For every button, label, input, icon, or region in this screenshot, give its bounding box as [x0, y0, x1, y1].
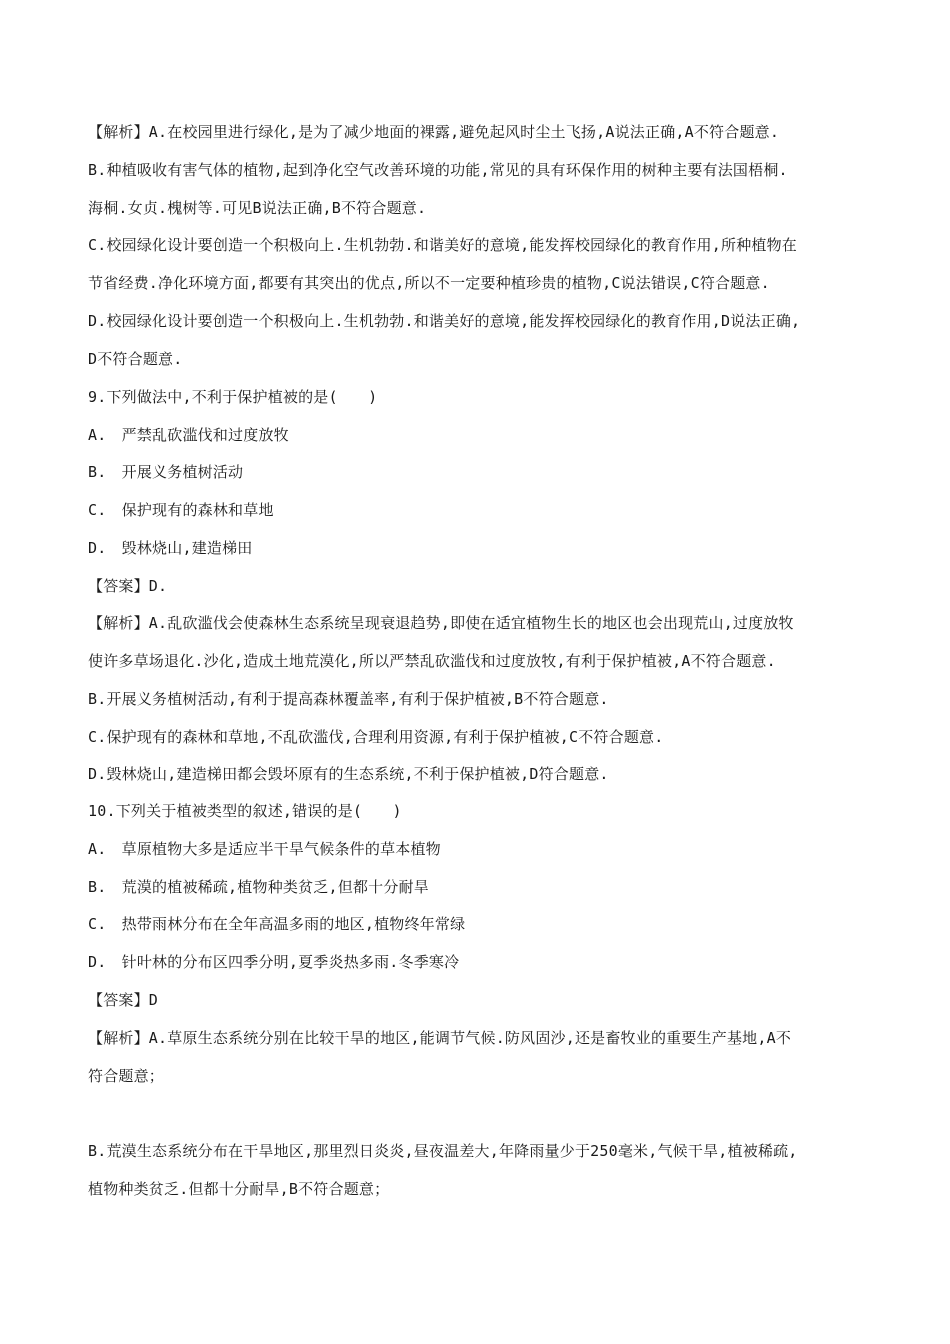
analysis-q8-d-cont: D不符合题意.: [88, 350, 183, 368]
analysis-q10-a-cont: 符合题意；: [88, 1067, 165, 1085]
answer-q10: 【答案】D: [88, 991, 159, 1009]
analysis-q8-c: C.校园绿化设计要创造一个积极向上.生机勃勃.和谐美好的意境,能发挥校园绿化的教育作用,所种植物在: [88, 236, 797, 254]
question-10-option-a: A. 草原植物大多是适应半干旱气候条件的草本植物: [88, 840, 441, 858]
analysis-q8-a: 【解析】A.在校园里进行绿化,是为了减少地面的裸露,避免起风时尘土飞扬,A说法正确,A不符合题意.: [88, 123, 780, 141]
question-9-option-b: B. 开展义务植树活动: [88, 463, 244, 481]
question-9-option-a: A. 严禁乱砍滥伐和过度放牧: [88, 426, 289, 444]
analysis-q8-d: D.校园绿化设计要创造一个积极向上.生机勃勃.和谐美好的意境,能发挥校园绿化的教育作用,D说法正确,: [88, 312, 801, 330]
analysis-q10-b: B.荒漠生态系统分布在干旱地区,那里烈日炎炎,昼夜温差大,年降雨量少于250毫米,气候干旱,植被稀疏,: [88, 1142, 798, 1160]
analysis-q8-c-cont: 节省经费.净化环境方面,都要有其突出的优点,所以不一定要种植珍贵的植物,C说法错误,C符合题意.: [88, 274, 770, 292]
question-9: 9.下列做法中,不利于保护植被的是( ): [88, 388, 378, 406]
question-10-option-b: B. 荒漠的植被稀疏,植物种类贫乏,但都十分耐旱: [88, 878, 429, 896]
analysis-q9-c: C.保护现有的森林和草地,不乱砍滥伐,合理利用资源,有利于保护植被,C不符合题意.: [88, 728, 664, 746]
answer-q9: 【答案】D.: [88, 577, 168, 595]
analysis-q9-b: B.开展义务植树活动,有利于提高森林覆盖率,有利于保护植被,B不符合题意.: [88, 690, 609, 708]
analysis-q9-a: 【解析】A.乱砍滥伐会使森林生态系统呈现衰退趋势,即使在适宜植物生长的地区也会出现荒山,过度放牧: [88, 614, 794, 632]
analysis-q9-a-cont: 使许多草场退化.沙化,造成土地荒漠化,所以严禁乱砍滥伐和过度放牧,有利于保护植被,A不符合题意.: [88, 652, 776, 670]
analysis-q10-a: 【解析】A.草原生态系统分别在比较干旱的地区,能调节气候.防风固沙,还是畜牧业的重要生产基地,A不: [88, 1029, 792, 1047]
question-10-option-d: D. 针叶林的分布区四季分明,夏季炎热多雨.冬季寒冷: [88, 953, 460, 971]
question-9-option-d: D. 毁林烧山,建造梯田: [88, 539, 253, 557]
analysis-q10-b-cont: 植物种类贫乏.但都十分耐旱,B不符合题意；: [88, 1180, 390, 1198]
analysis-q8-b: B.种植吸收有害气体的植物,起到净化空气改善环境的功能,常见的具有环保作用的树种主要有法国梧桐.: [88, 161, 788, 179]
question-10-option-c: C. 热带雨林分布在全年高温多雨的地区,植物终年常绿: [88, 915, 466, 933]
analysis-q8-b-cont: 海桐.女贞.槐树等.可见B说法正确,B不符合题意.: [88, 199, 427, 217]
question-9-option-c: C. 保护现有的森林和草地: [88, 501, 274, 519]
analysis-q9-d: D.毁林烧山,建造梯田都会毁坏原有的生态系统,不利于保护植被,D符合题意.: [88, 765, 609, 783]
question-10: 10.下列关于植被类型的叙述,错误的是( ): [88, 802, 402, 820]
